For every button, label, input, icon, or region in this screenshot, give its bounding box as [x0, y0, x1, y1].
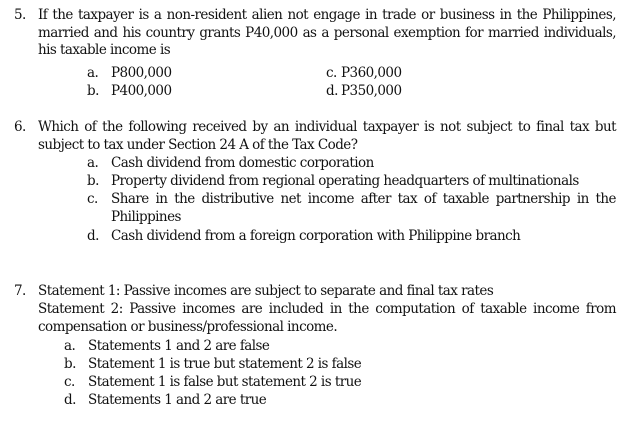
question-stem: Which of the following received by an individual taxpayer is not subject to final tax but subject to tax under Section 24 A of the Tax Code?: [38, 119, 616, 153]
option-letter: a.: [87, 65, 99, 81]
question-number: 6.: [14, 119, 26, 135]
option-text: Property dividend from regional operating headquarters of multinationals: [111, 173, 579, 189]
option-letter: a.: [64, 338, 76, 354]
option-text: Cash dividend from a foreign corporation with Philippine branch: [111, 228, 521, 244]
statement-2: Statement 2: Passive incomes are included in the computation of taxable income from compensation or business/professional income.: [38, 301, 616, 335]
option-text: Statements 1 and 2 are false: [88, 338, 270, 354]
option-text: Statement 1 is false but statement 2 is true: [88, 374, 362, 390]
question-number: 7.: [14, 283, 26, 299]
option-text: Statements 1 and 2 are true: [88, 392, 267, 408]
question-stem: If the taxpayer is a non-resident alien not engage in trade or business in the Philippines, married and his country grants P40,000 as a personal exemption for married individuals, his taxable income is: [38, 7, 616, 58]
option-text: P350,000: [341, 83, 402, 99]
statement-1: Statement 1: Passive incomes are subject to separate and final tax rates: [38, 283, 494, 299]
option-letter: d.: [64, 392, 76, 408]
option-letter: d.: [87, 228, 99, 244]
option-letter: b.: [87, 173, 99, 189]
option-letter: c.: [87, 191, 98, 207]
option-letter: b.: [64, 356, 76, 372]
option-letter: c.: [64, 374, 75, 390]
option-letter: d.: [326, 83, 338, 99]
option-text: Share in the distributive net income after tax of taxable partnership in the Philippines: [111, 191, 616, 225]
option-letter: b.: [87, 83, 99, 99]
option-letter: a.: [87, 155, 99, 171]
option-letter: c.: [326, 65, 337, 81]
option-text: P360,000: [341, 65, 402, 81]
option-text: P800,000: [111, 65, 172, 81]
option-text: Cash dividend from domestic corporation: [111, 155, 374, 171]
option-text: P400,000: [111, 83, 172, 99]
question-number: 5.: [14, 7, 26, 23]
option-text: Statement 1 is true but statement 2 is false: [88, 356, 362, 372]
